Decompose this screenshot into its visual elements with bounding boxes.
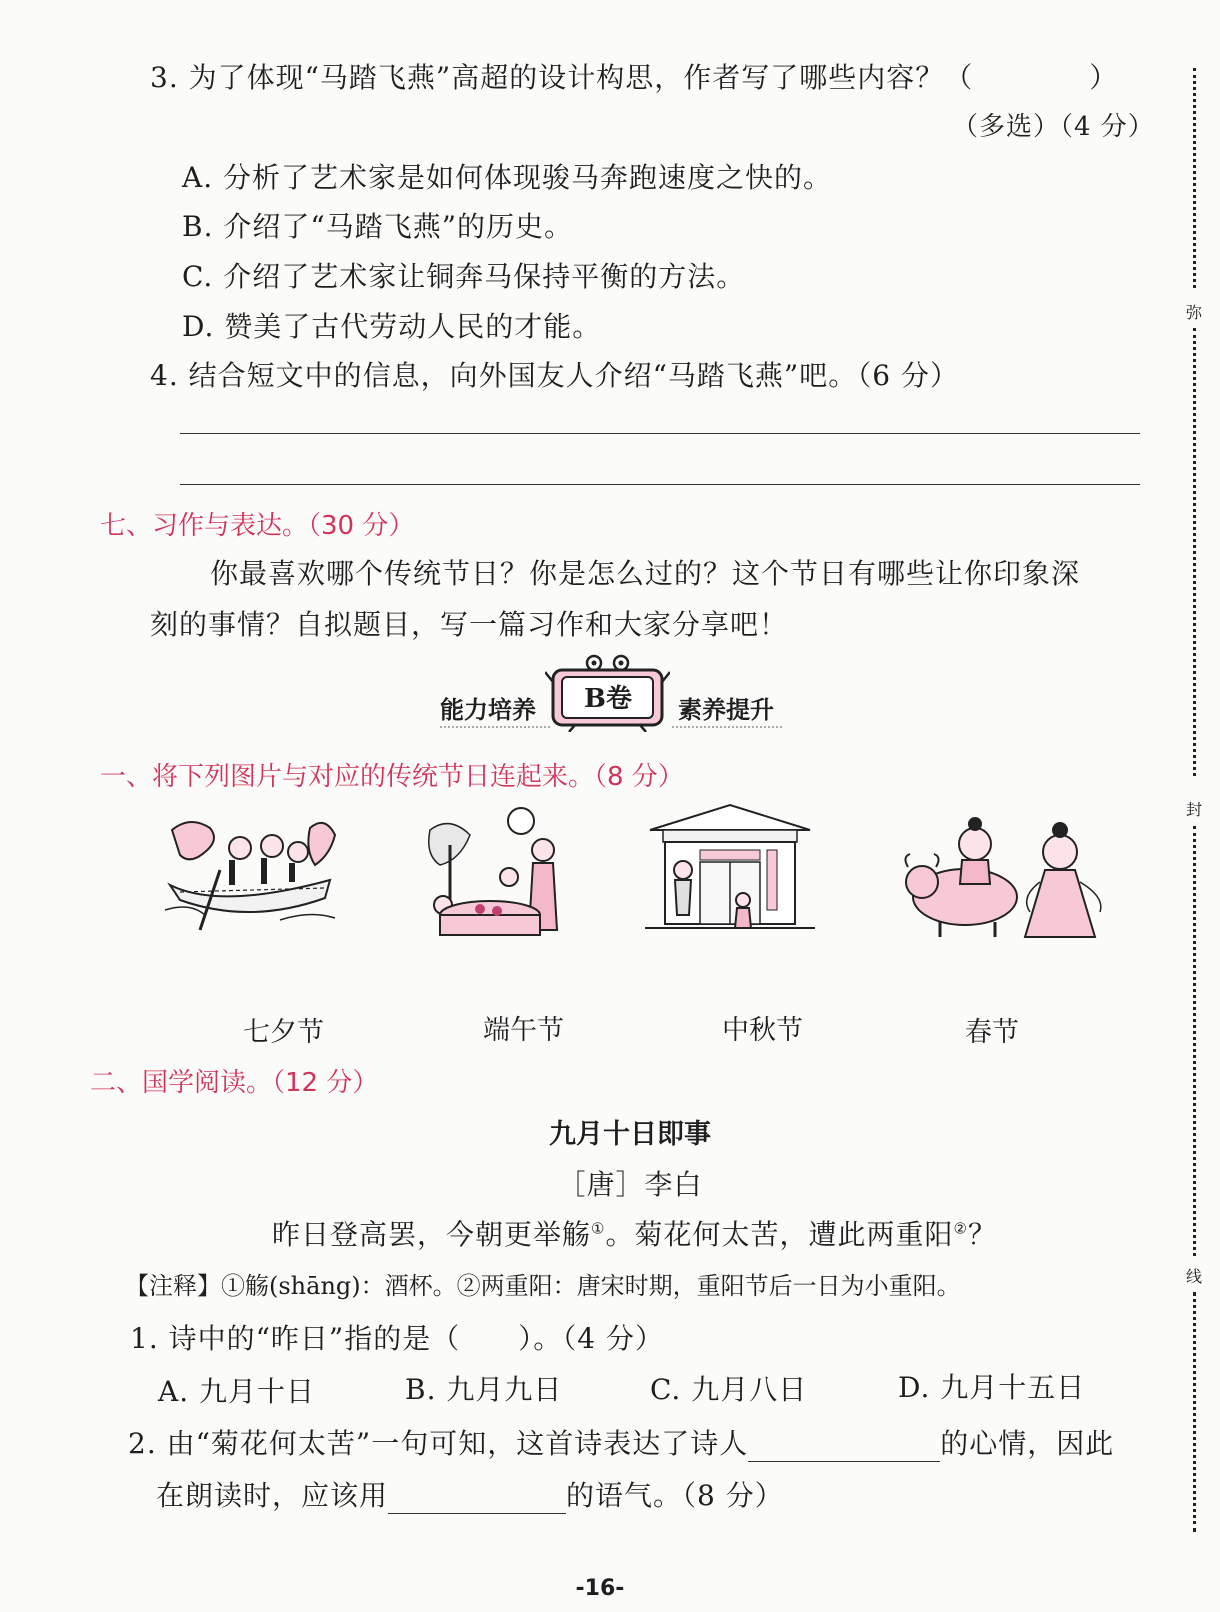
spring-festival-picture bbox=[645, 800, 815, 940]
binding-char-feng: 封 bbox=[1186, 800, 1203, 819]
binding-dotted-line bbox=[1193, 1292, 1196, 1532]
binding-char-mi: 弥 bbox=[1186, 303, 1203, 322]
sectionB1-title: 一、将下列图片与对应的传统节日连起来。（8 分） bbox=[100, 762, 684, 792]
q3-option-a: A. 分析了艺术家是如何体现骏马奔跑速度之快的。 bbox=[182, 161, 833, 194]
binding-dotted-line bbox=[1193, 68, 1196, 288]
dragon-boat-picture bbox=[160, 810, 345, 935]
festival-zhongqiu: 中秋节 bbox=[722, 1015, 803, 1046]
b2-q2-part4: 的语气。（8 分） bbox=[566, 1479, 784, 1512]
b2-q2-line1 bbox=[128, 1422, 1114, 1462]
poem-title: 九月十日即事 bbox=[549, 1119, 711, 1150]
poem-author: ［唐］李白 bbox=[557, 1168, 703, 1201]
footnote-2: ② bbox=[953, 1219, 968, 1238]
binding-dotted-line bbox=[1193, 328, 1196, 776]
answer-blank[interactable] bbox=[388, 1483, 566, 1514]
poem-text-part2: 。菊花何太苦，遭此两重阳 bbox=[605, 1218, 954, 1251]
banner-dots bbox=[440, 726, 550, 728]
b2-q1-option-a: A. 九月十日 bbox=[158, 1375, 316, 1408]
b2-q1-option-d: D. 九月十五日 bbox=[898, 1371, 1086, 1404]
q3-option-b: B. 介绍了“马踏飞燕”的历史。 bbox=[182, 210, 574, 243]
banner-right: 素养提升 bbox=[678, 696, 774, 724]
banner-dots bbox=[672, 726, 782, 728]
q3-stem: 3. 为了体现“马踏飞燕”高超的设计构思，作者写了哪些内容？（ ） bbox=[150, 61, 1119, 94]
banner-left: 能力培养 bbox=[440, 696, 536, 724]
q4-stem: 4. 结合短文中的信息，向外国友人介绍“马踏飞燕”吧。（6 分） bbox=[150, 359, 959, 392]
b2-q1-stem: 1. 诗中的“昨日”指的是（ ）。（4 分） bbox=[130, 1322, 664, 1355]
b2-q2-part2: 的心情，因此 bbox=[940, 1427, 1115, 1460]
answer-line bbox=[180, 484, 1140, 485]
section7-prompt-line1: 你最喜欢哪个传统节日？你是怎么过的？这个节日有哪些让你印象深 bbox=[210, 557, 1081, 590]
q3-option-d: D. 赞美了古代劳动人民的才能。 bbox=[182, 310, 602, 343]
binding-char-xian: 线 bbox=[1186, 1267, 1203, 1286]
festival-qixi: 七夕节 bbox=[243, 1017, 324, 1048]
q3-option-c: C. 介绍了艺术家让铜奔马保持平衡的方法。 bbox=[182, 260, 746, 293]
poem-text-part1: 昨日登高罢，今朝更举觞 bbox=[272, 1218, 592, 1251]
answer-line bbox=[180, 433, 1140, 434]
sectionB2-title: 二、国学阅读。（12 分） bbox=[90, 1068, 379, 1098]
festival-chunjie: 春节 bbox=[965, 1017, 1019, 1048]
b2-q2-part1: 2. 由“菊花何太苦”一句可知，这首诗表达了诗人 bbox=[128, 1427, 749, 1460]
b2-q1-option-b: B. 九月九日 bbox=[405, 1373, 563, 1406]
qixi-picture bbox=[900, 812, 1120, 942]
q3-note: （多选）（4 分） bbox=[952, 112, 1155, 142]
b2-q2-part3: 在朗读时，应该用 bbox=[156, 1479, 389, 1512]
mid-autumn-picture bbox=[425, 805, 565, 940]
answer-blank[interactable] bbox=[748, 1431, 940, 1462]
poem-text bbox=[272, 1213, 997, 1253]
banner-center: B卷 bbox=[584, 684, 632, 714]
section7-title: 七、习作与表达。（30 分） bbox=[100, 511, 415, 541]
b2-q1-option-c: C. 九月八日 bbox=[650, 1373, 808, 1406]
b2-q2-line2 bbox=[156, 1474, 784, 1514]
festival-duanwu: 端午节 bbox=[483, 1015, 564, 1046]
footnote-1: ① bbox=[591, 1219, 606, 1238]
page-number: -16- bbox=[575, 1576, 625, 1601]
section7-prompt-line2: 刻的事情？自拟题目，写一篇习作和大家分享吧！ bbox=[150, 608, 789, 641]
poem-text-part3: ？ bbox=[967, 1218, 997, 1251]
annotation: 【注释】①觞(shāng)：酒杯。②两重阳：唐宋时期，重阳节后一日为小重阳。 bbox=[125, 1272, 961, 1300]
